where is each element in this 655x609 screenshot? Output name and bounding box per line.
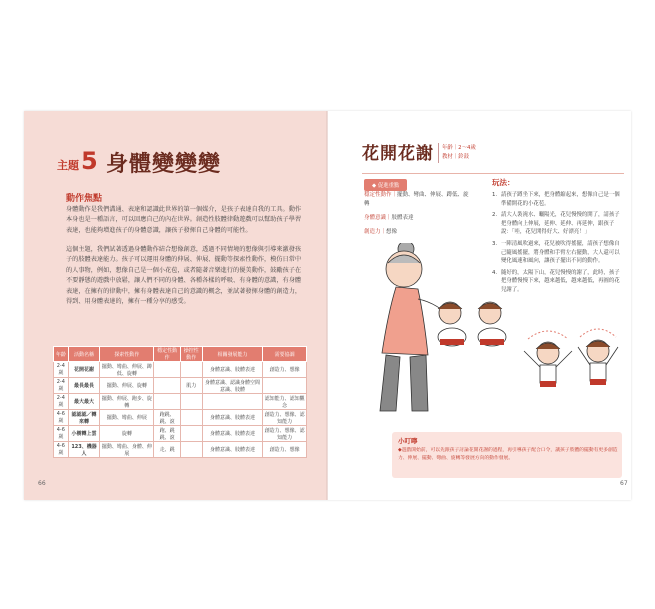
step-number: 2.	[492, 212, 498, 219]
title-divider	[438, 143, 439, 163]
table-row	[54, 410, 307, 426]
section-title: 動作焦點	[66, 194, 103, 204]
table-cell: 創造力、想像、認知能力	[264, 427, 305, 441]
focus-value: 擺動、彎曲、伸展、蹲低、旋轉	[364, 192, 469, 207]
table-row	[54, 394, 307, 410]
table-cell: 擺動、伸展、跑步、旋轉	[101, 395, 152, 409]
page-number-left: 66	[38, 480, 46, 487]
table-row	[54, 426, 307, 442]
meta-materials: 教材｜鈴鼓	[442, 154, 469, 160]
table-cell: 擺動、伸展、旋轉	[100, 378, 154, 394]
right-page	[328, 111, 631, 500]
theme-title: 身體變變變	[106, 151, 222, 177]
table-cell: 擺動、彎曲、伸展、蹲低、旋轉	[101, 363, 152, 377]
table-cell: 跑、跳跳、滾	[154, 426, 181, 442]
theme-number: 5	[81, 147, 98, 175]
table-cell: 認知能力、認知觀念	[264, 395, 305, 409]
th-related: 相關發展能力	[202, 347, 263, 362]
activity-name-cell: 認認認／轉來轉	[68, 410, 100, 426]
paragraph-2: 這個主題，我們試著透過身體動作結合想像創意，透過不同情境的想像與引導來激發孩子的肢體表達能力。孩子可以運用身體的伸展、伸展、擺動等探索性動作，模仿日常中的人事物，例如，想像自己是一個小花苞，或者隨著音樂進行的優美動作，鼓勵孩子在不要靜態的遊戲中放鬆，讓人們不同的身體、各種各樣的呼吸、有身體的意識，有身體表達，在擁有的律動中，擁有身體表達自己的意識的概念，並試著發揮身體的創造力，得到、用身體表達的，擁有一種分享的感受。	[66, 246, 302, 306]
table-cell	[202, 394, 263, 410]
th-manipulative: 操控性動作	[180, 347, 202, 362]
th-coordination: 需要協調	[263, 347, 307, 362]
step-number: 1.	[492, 192, 498, 198]
page-number-right: 67	[620, 480, 628, 487]
th-age: 年齡	[54, 347, 69, 362]
step-number: 4.	[492, 269, 498, 276]
table-row	[54, 378, 307, 394]
table-cell: 肌力	[180, 378, 202, 394]
crouching-kids	[438, 302, 506, 346]
table-cell: 身體意識、肢體表達	[202, 442, 263, 458]
table-cell: 擺動、彎曲、伸展	[100, 410, 154, 426]
table-cell: 身體意識、肢體表達	[202, 362, 263, 378]
theme-word: 主題	[57, 159, 79, 172]
table-cell	[154, 394, 181, 410]
table-cell: 2-4 歲	[54, 378, 69, 394]
table-cell: 4-6 歲	[54, 442, 69, 458]
activity-table	[53, 346, 307, 458]
activity-name-cell: 最長最長	[68, 378, 100, 394]
step-text: 一陣清風吹過來，花兒被吹得搖擺，請孩子想像自己隨風搖擺，將身體和手臂左右擺動，大人還可以變化風速和風向，讓孩子擺出不同的動作。	[501, 240, 620, 265]
th-exploratory: 探索性動作	[100, 347, 154, 362]
table-cell: 身體意識、肢體表達	[202, 410, 263, 426]
table-cell: 創造力、想像、認知能力	[264, 411, 305, 425]
step-text: 隨好的，太陽下山，花兒慢慢的謝了，此時，孩子把身體慢慢下來，越來越低，越來越低，再圓的花兒謝了。	[501, 269, 620, 293]
tip-text: ◆遊戲開始前，可以先跟孩子討論花開花謝的過程，再引導孩子配合口令，讓孩子肢體的擺動有更多創造力、伸展、擺動、彎曲、旋轉等發展方向的動作發展。	[398, 448, 618, 461]
table-cell: 2-4 歲	[54, 362, 69, 378]
children-illustration	[358, 243, 628, 423]
table-cell	[180, 362, 202, 378]
focus-tag: ◆ 促進重點	[364, 179, 407, 191]
play-title: 玩法：	[492, 178, 515, 187]
standing-kids	[524, 329, 618, 387]
table-header-row	[54, 347, 307, 362]
activity-name-cell: 小樹轉上雲	[68, 426, 100, 442]
activity-title: 花開花謝	[362, 144, 434, 164]
book-spread	[24, 111, 631, 500]
table-cell	[180, 410, 202, 426]
table-cell: 擺動、彎曲、身體、伸展	[101, 443, 152, 457]
theme-badge	[57, 149, 98, 173]
focus-tag-label: 促進重點	[377, 183, 400, 189]
activity-name-cell: 花開花謝	[68, 362, 100, 378]
focus-key: 身體意識｜	[364, 215, 392, 221]
focus-value: 想像	[386, 229, 398, 235]
table-body	[54, 362, 307, 458]
play-step	[492, 211, 622, 237]
table-cell: 4-6 歲	[54, 426, 69, 442]
adult-figure	[380, 243, 454, 411]
step-text: 請大人裝澆水、曬陽光，花兒慢慢的開了，請孩子把身體向上伸展，延伸、延伸、再延伸，跟孩子說：「哇，花兒開得好大、好漂亮！」	[501, 212, 620, 236]
table-cell: 身體意識、認識身體空間意識、肢體	[202, 378, 263, 394]
focus-key: 創造力｜	[364, 229, 387, 235]
table-cell	[154, 378, 181, 394]
th-stability: 穩定性動作	[154, 347, 181, 362]
table-cell: 2-4 歲	[54, 394, 69, 410]
focus-item	[364, 214, 474, 223]
table-cell: 身體意識、肢體表達	[202, 426, 263, 442]
paragraph-1: 身體動作是我們溝通、表達和認識此世界的第一個媒介，是孩子表達自我的工具。動作本身也是一種語言，可以回應自己的內在世界。創造性肢體律動遊戲可以幫助孩子學習表達，也能夠增進孩子的身體意識，讓孩子發揮自己身體的可能性。	[66, 206, 302, 234]
table-cell	[154, 362, 181, 378]
table-cell: 創造力、想像	[263, 362, 307, 378]
focus-list	[364, 191, 474, 242]
table-cell	[263, 378, 307, 394]
step-text: 請孩子蹲坐下來，把身體縮起來，想像自己是一個準備開花的小花苞。	[501, 192, 620, 207]
table-row	[54, 362, 307, 378]
table-cell: 4-6 歲	[54, 410, 69, 426]
table-cell: 旋轉	[100, 426, 154, 442]
table-cell: 創造力、想像	[263, 442, 307, 458]
th-activity: 活動名稱	[68, 347, 100, 362]
meta-age: 年齡｜2～4歲	[442, 145, 476, 151]
table-row	[54, 442, 307, 458]
table-cell: 走、跳	[154, 442, 181, 458]
activity-meta	[442, 144, 476, 162]
focus-key: 穩定性動作｜	[364, 192, 398, 198]
step-number: 3.	[492, 240, 498, 247]
activity-name-cell: 123、機器人	[68, 442, 100, 458]
table-cell	[180, 394, 202, 410]
tip-title: 小叮嚀	[398, 437, 418, 445]
left-page	[24, 111, 327, 500]
table-cell: 跑跳、跳、滾	[154, 410, 181, 426]
activity-name-cell: 最大最大	[68, 394, 100, 410]
table-cell	[180, 442, 202, 458]
play-step	[492, 191, 622, 208]
focus-item	[364, 191, 474, 209]
focus-value: 肢體表達	[391, 215, 414, 221]
table-cell	[180, 426, 202, 442]
title-rule	[362, 173, 624, 174]
focus-item	[364, 228, 474, 237]
